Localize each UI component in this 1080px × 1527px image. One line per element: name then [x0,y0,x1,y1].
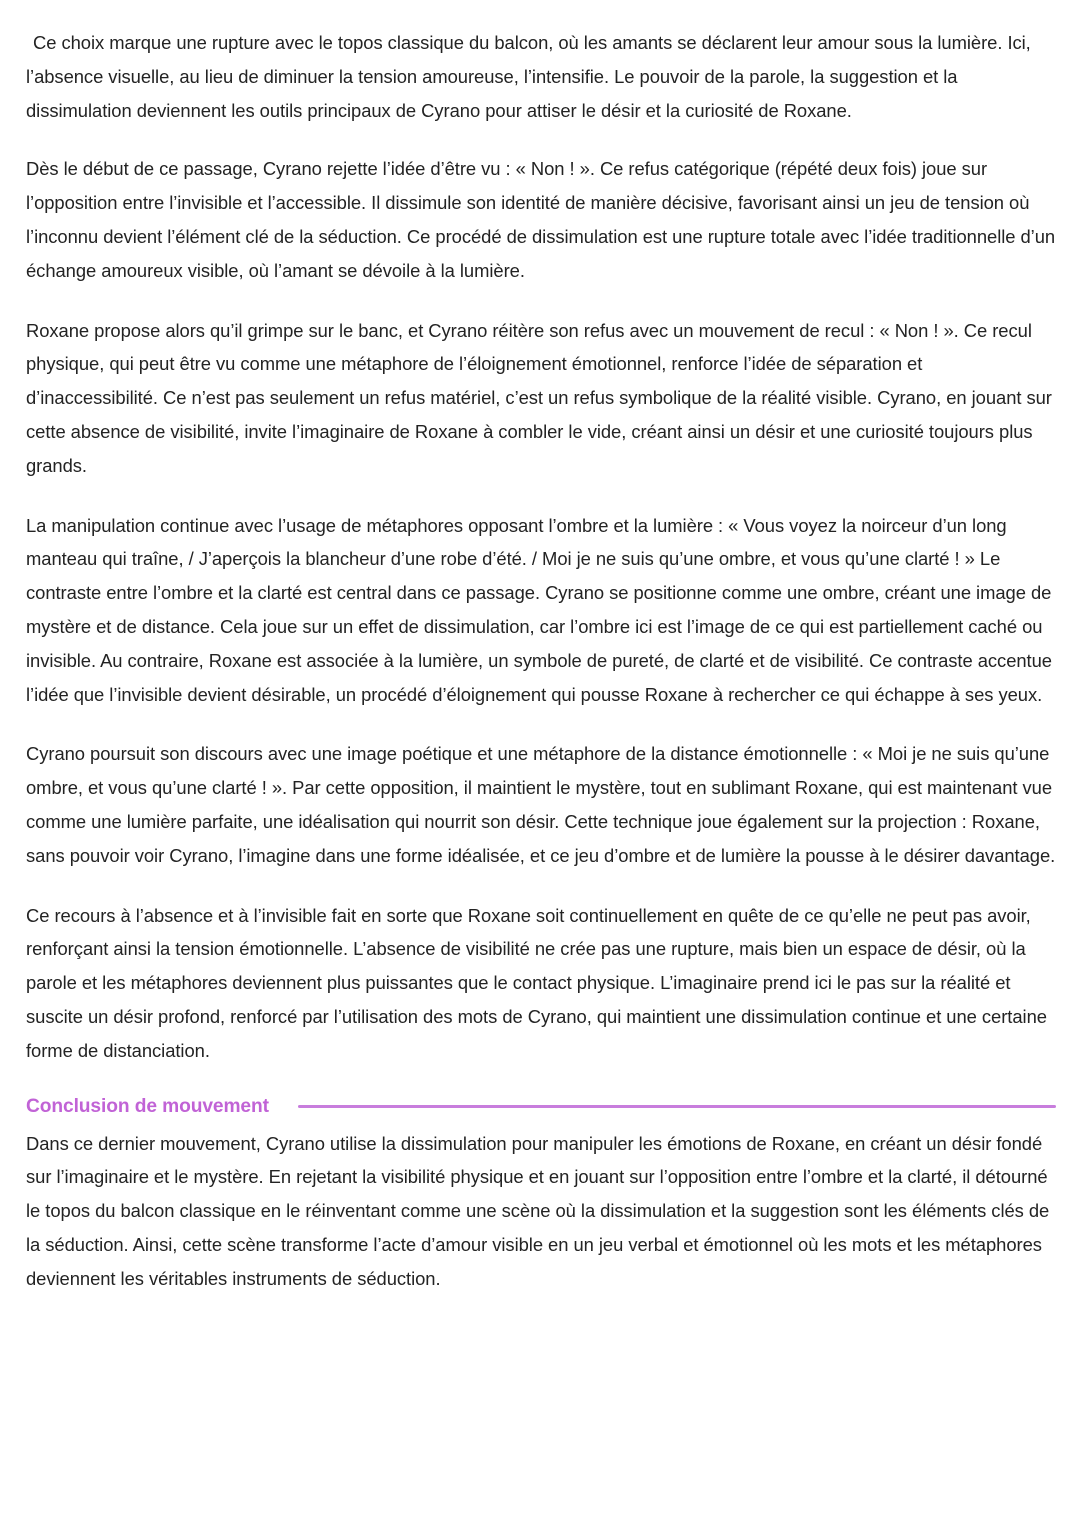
paragraph-5: Cyrano poursuit son discours avec une image poétique et une métaphore de la distance émotionnelle : « Moi je ne suis qu’une ombre, et vous qu’une clarté ! ». Par cette opposition, il maintient le mystère, tout en sublimant Roxane, qui est maintenant vue comme une lumière parfaite, une idéalisation qui nourrit son désir. Cette technique joue également sur la projection : Roxane, sans pouvoir voir Cyrano, l’imagine dans une forme idéalisée, et ce jeu d’ombre et de lumière la pousse à le désirer davantage. [26,743,1056,866]
section-heading-block [26,1094,1056,1120]
paragraph-6: Ce recours à l’absence et à l’invisible fait en sorte que Roxane soit continuellement en quête de ce qu’elle ne peut pas avoir, renforçant ainsi la tension émotionnelle. L’absence de visibilité ne crée pas une rupture, mais bien un espace de désir, où la parole et les métaphores deviennent plus puissantes que le contact physique. L’imaginaire prend ici le pas sur la réalité et suscite un désir profond, renforcé par l’utilisation des mots de Cyrano, qui maintient une dissimulation continue et une certaine forme de distanciation. [26,904,1047,1061]
section-heading-divider [298,1105,1056,1108]
section-heading [26,1094,1056,1120]
section-body-paragraph: Dans ce dernier mouvement, Cyrano utilise la dissimulation pour manipuler les émotions de Roxane, en créant un désir fondé sur l’imaginaire et le mystère. En rejetant la visibilité physique et en jouant sur l’opposition entre l’ombre et la clarté, il détourné le topos du balcon classique en le réinventant comme une scène où la dissimulation et la suggestion sont les éléments clés de la séduction. Ainsi, cette scène transforme l’acte d’amour visible en un jeu verbal et émotionnel où les mots et les métaphores deviennent les véritables instruments de séduction. [26,1132,1050,1289]
paragraph-2: Dès le début de ce passage, Cyrano rejette l’idée d’être vu : « Non ! ». Ce refus catégorique (répété deux fois) joue sur l’opposition entre l’invisible et l’accessible. Il dissimule son identité de manière décisive, favorisant ainsi un jeu de tension où l’inconnu devient l’élément clé de la séduction. Ce procédé de dissimulation est une rupture totale avec l’idée traditionnelle d’un échange amoureux visible, où l’amant se dévoile à la lumière. [26,158,1056,281]
paragraph-3: Roxane propose alors qu’il grimpe sur le banc, et Cyrano réitère son refus avec un mouvement de recul : « Non ! ». Ce recul physique, qui peut être vu comme une métaphore de l’éloignement émotionnel, renforce l’idée de séparation et d’inaccessibilité. Ce n’est pas seulement un refus matériel, c’est un refus symbolique de la réalité visible. Cyrano, en jouant sur cette absence de visibilité, invite l’imaginaire de Roxane à combler le vide, créant ainsi un désir et une curiosité toujours plus grands. [26,319,1052,476]
paragraph-1: Ce choix marque une rupture avec le topos classique du balcon, où les amants se déclarent leur amour sous la lumière. Ici, l’absence visuelle, au lieu de diminuer la tension amoureuse, l’intensifie. Le pouvoir de la parole, la suggestion et la dissimulation deviennent les outils principaux de Cyrano pour attiser le désir et la curiosité de Roxane. [26,32,1031,121]
section-heading-label: Conclusion de mouvement [26,1095,269,1117]
paragraph-4: La manipulation continue avec l’usage de métaphores opposant l’ombre et la lumière : « Vous voyez la noirceur d’un long manteau qui traîne, / J’aperçois la blancheur d’une robe d’été. / Moi je ne suis qu’une ombre, et vous qu’une clarté ! » Le contraste entre l’ombre et la clarté est central dans ce passage. Cyrano se positionne comme une ombre, créant une image de mystère et de distance. Cela joue sur un effet de dissimulation, car l’ombre ici est l’image de ce qui est partiellement caché ou invisible. Au contraire, Roxane est associée à la lumière, un symbole de pureté, de clarté et de visibilité. Ce contraste accentue l’idée que l’invisible devient désirable, un procédé d’éloignement qui pousse Roxane à rechercher ce qui échappe à ses yeux. [26,514,1052,705]
